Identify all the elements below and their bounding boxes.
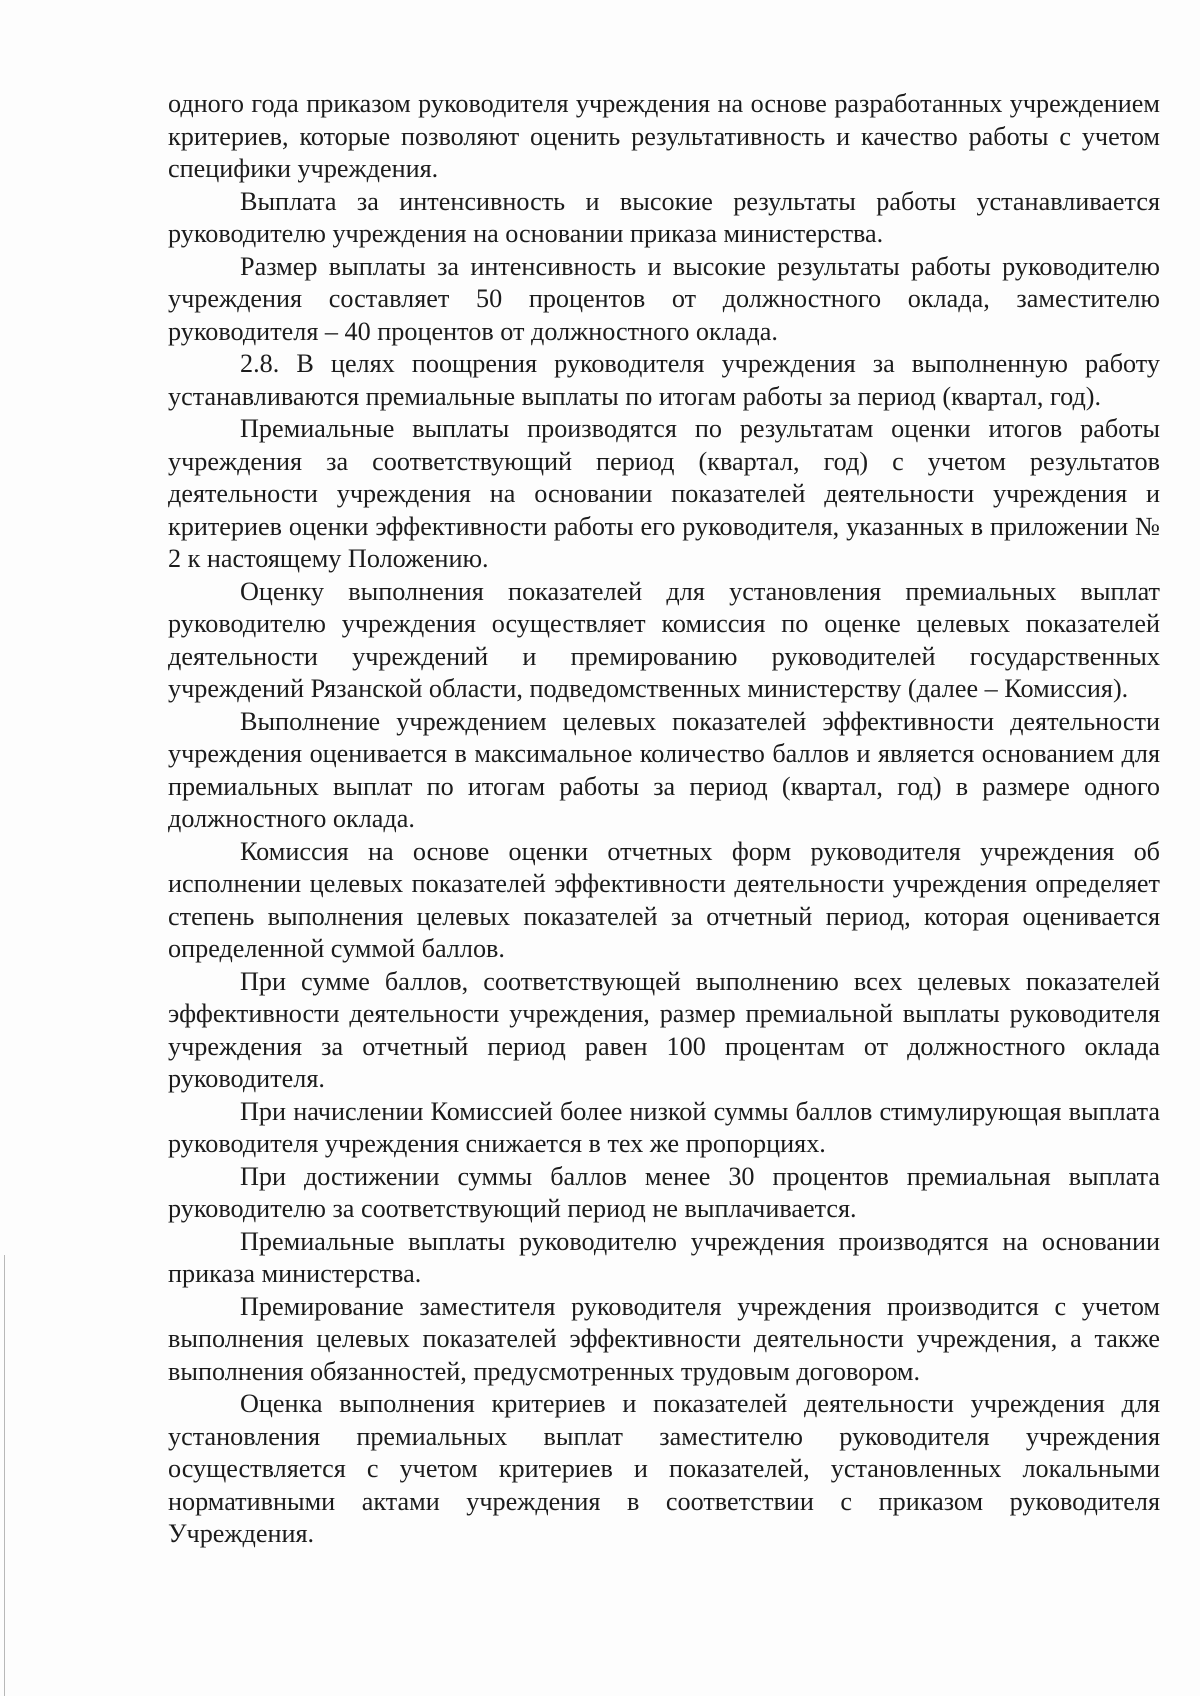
paragraph-3: Размер выплаты за интенсивность и высокие результаты работы руководителю учреждения составляет 50 процентов от должностного оклада, заместителю руководителя – 40 процентов от должностного оклада. (168, 251, 1160, 346)
paragraph-14: Оценка выполнения критериев и показателей деятельности учреждения для установления премиальных выплат заместителю руководителя учреждения осуществляется с учетом критериев и показателей, установленных локальными нормативными актами учреждения в соответствии с приказом руководителя Учреждения. (168, 1389, 1160, 1548)
scan-edge-line (4, 1255, 5, 1696)
document-body (168, 88, 1160, 1551)
paragraph-2: Выплата за интенсивность и высокие результаты работы устанавливается руководителю учреждения на основании приказа министерства. (168, 186, 1160, 248)
paragraph-6: Оценку выполнения показателей для установления премиальных выплат руководителю учреждения осуществляет комиссия по оценке целевых показателей деятельности учреждений и премированию руководителей государственных учреждений Рязанской области, подведомственных министерству (далее – Комиссия). (168, 576, 1160, 703)
paragraph-1: одного года приказом руководителя учреждения на основе разработанных учреждением критериев, которые позволяют оценить результативность и качество работы с учетом специфики учреждения. (168, 89, 1160, 183)
paragraph-5: Премиальные выплаты производятся по результатам оценки итогов работы учреждения за соответствующий период (квартал, год) с учетом результатов деятельности учреждения на основании показателей деятельности учреждения и критериев оценки эффективности работы его руководителя, указанных в приложении № 2 к настоящему Положению. (168, 414, 1160, 573)
paragraph-4: 2.8. В целях поощрения руководителя учреждения за выполненную работу устанавливаются премиальные выплаты по итогам работы за период (квартал, год). (168, 349, 1160, 411)
paragraph-7: Выполнение учреждением целевых показателей эффективности деятельности учреждения оценивается в максимальное количество баллов и является основанием для премиальных выплат по итогам работы за период (квартал, год) в размере одного должностного оклада. (168, 706, 1160, 833)
paragraph-10: При начислении Комиссией более низкой суммы баллов стимулирующая выплата руководителя учреждения снижается в тех же пропорциях. (168, 1096, 1160, 1158)
paragraph-13: Премирование заместителя руководителя учреждения производится с учетом выполнения целевых показателей эффективности деятельности учреждения, а также выполнения обязанностей, предусмотренных трудовым договором. (168, 1291, 1160, 1386)
paragraph-12: Премиальные выплаты руководителю учреждения производятся на основании приказа министерства. (168, 1226, 1160, 1288)
paragraph-9: При сумме баллов, соответствующей выполнению всех целевых показателей эффективности деятельности учреждения, размер премиальной выплаты руководителя учреждения за отчетный период равен 100 процентам от должностного оклада руководителя. (168, 966, 1160, 1093)
paragraph-8: Комиссия на основе оценки отчетных форм руководителя учреждения об исполнении целевых показателей эффективности деятельности учреждения определяет степень выполнения целевых показателей за отчетный период, которая оценивается определенной суммой баллов. (168, 836, 1160, 963)
paragraph-11: При достижении суммы баллов менее 30 процентов премиальная выплата руководителю за соответствующий период не выплачивается. (168, 1161, 1160, 1223)
